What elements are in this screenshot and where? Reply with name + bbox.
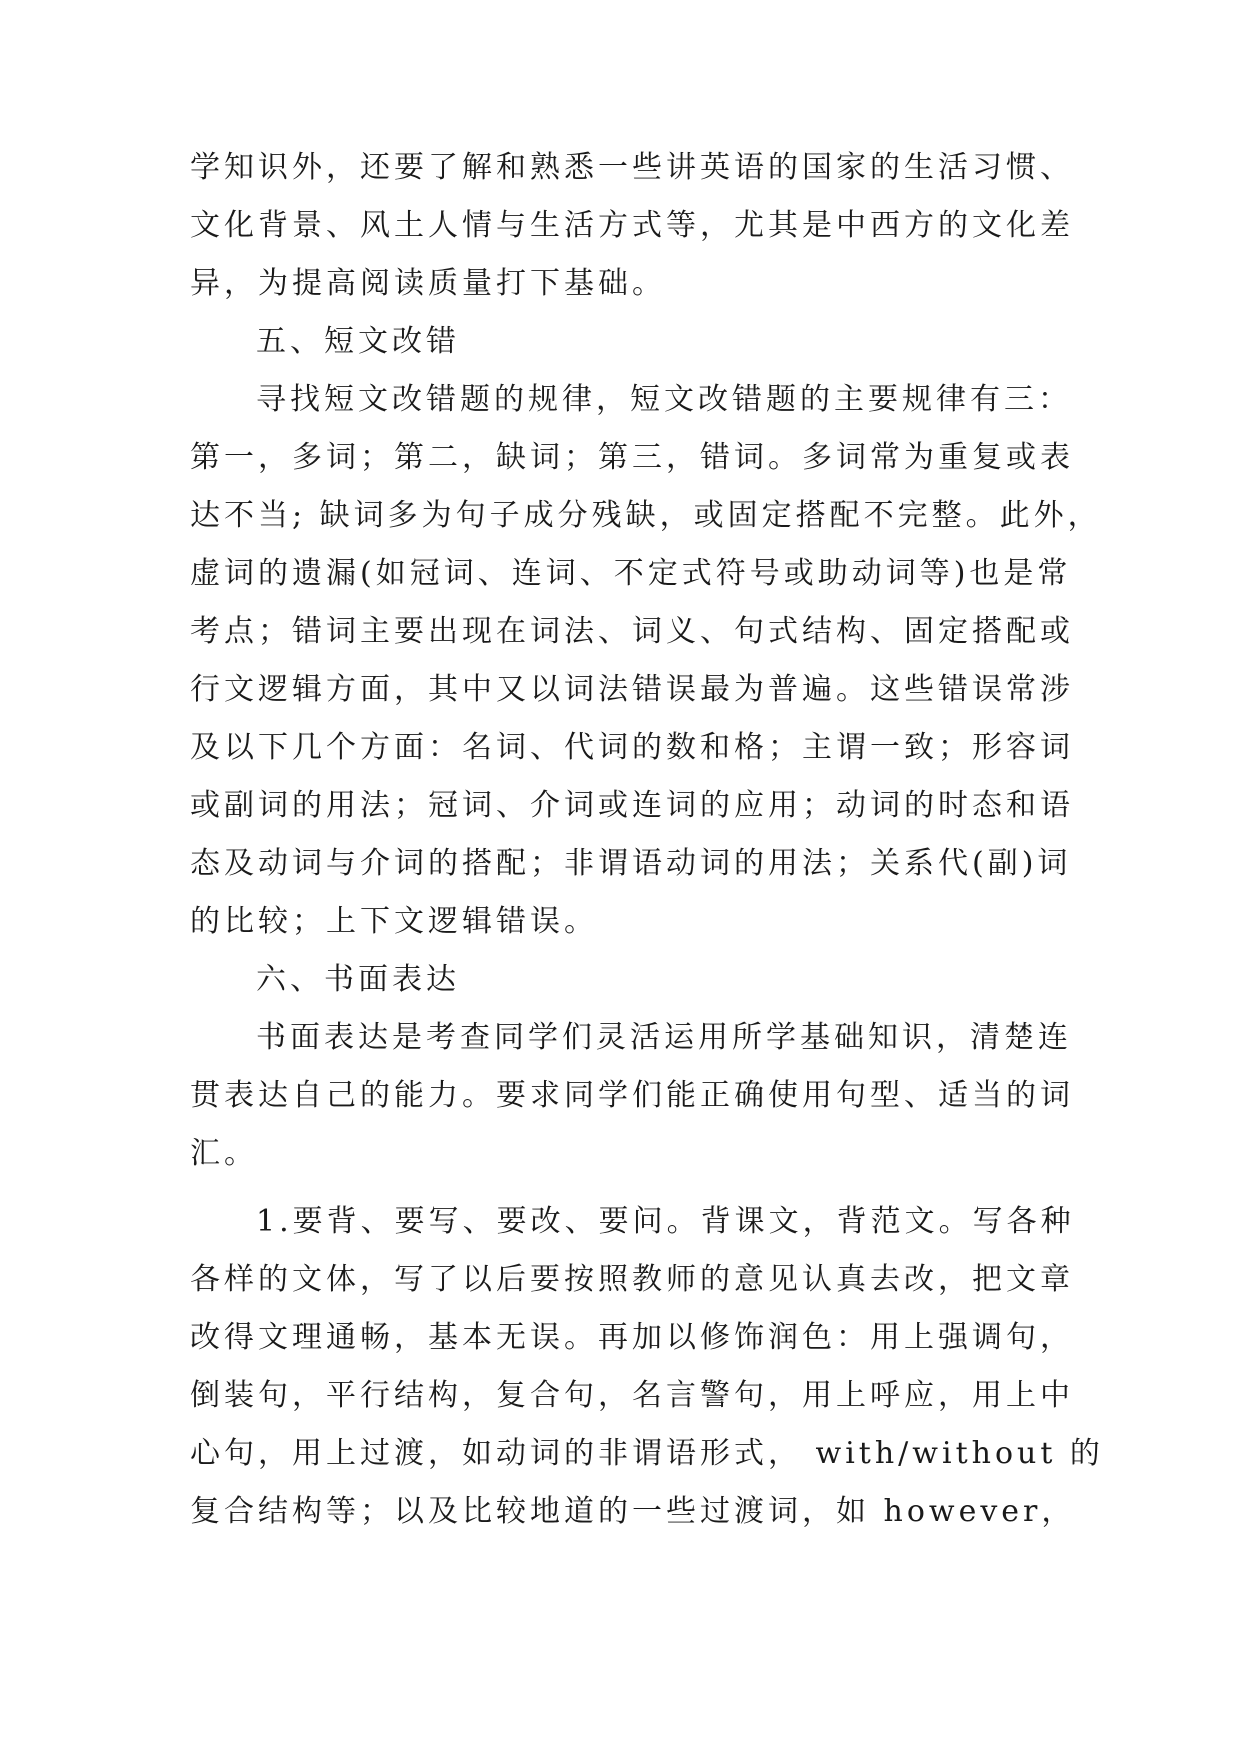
text-line: 的比较；上下文逻辑错误。 — [190, 904, 598, 939]
text-line: 改得文理通畅，基本无误。再加以修饰润色：用上强调句， — [190, 1320, 1074, 1355]
text-line: 态及动词与介词的搭配；非谓语动词的用法；关系代(副)词 — [190, 846, 1072, 881]
text-line: 异，为提高阅读质量打下基础。 — [190, 266, 666, 301]
text-line: 行文逻辑方面，其中又以词法错误最为普遍。这些错误常涉 — [190, 672, 1074, 707]
section-heading: 五、短文改错 — [256, 324, 460, 359]
text-line: 考点；错词主要出现在词法、词义、句式结构、固定搭配或 — [190, 614, 1074, 649]
text-line: 及以下几个方面：名词、代词的数和格；主谓一致；形容词 — [190, 730, 1074, 765]
text-line: 贯表达自己的能力。要求同学们能正确使用句型、适当的词 — [190, 1078, 1074, 1113]
text-line: 寻找短文改错题的规律，短文改错题的主要规律有三： — [256, 382, 1072, 417]
text-line: 各样的文体，写了以后要按照教师的意见认真去改，把文章 — [190, 1262, 1074, 1297]
text-line: 汇。 — [190, 1136, 258, 1171]
section-heading: 六、书面表达 — [256, 962, 460, 997]
text-line: 虚词的遗漏(如冠词、连词、不定式符号或助动词等)也是常 — [190, 556, 1072, 591]
text-line: 文化背景、风土人情与生活方式等，尤其是中西方的文化差 — [190, 208, 1074, 243]
text-line: 第一，多词；第二，缺词；第三，错词。多词常为重复或表 — [190, 440, 1074, 475]
text-line: 学知识外，还要了解和熟悉一些讲英语的国家的生活习惯、 — [190, 150, 1074, 185]
text-line: 达不当; 缺词多为句子成分残缺，或固定搭配不完整。此外， — [190, 498, 1102, 533]
text-line: 复合结构等；以及比较地道的一些过渡词，如 however， — [190, 1494, 1076, 1529]
text-line: 书面表达是考查同学们灵活运用所学基础知识，清楚连 — [256, 1020, 1072, 1055]
text-line: 或副词的用法；冠词、介词或连词的应用；动词的时态和语 — [190, 788, 1074, 823]
text-line: 1.要背、要写、要改、要问。背课文，背范文。写各种 — [256, 1204, 1075, 1239]
text-line: 心句，用上过渡，如动词的非谓语形式， with/without 的 — [190, 1436, 1104, 1471]
text-line: 倒装句，平行结构，复合句，名言警句，用上呼应，用上中 — [190, 1378, 1074, 1413]
